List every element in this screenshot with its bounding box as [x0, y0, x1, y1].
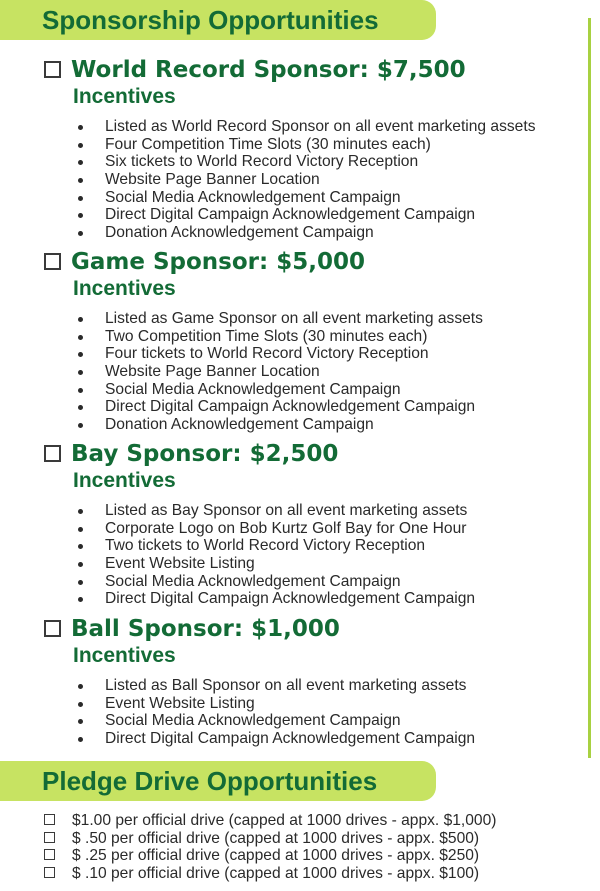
list-item: Listed as World Record Sponsor on all event marketing assets	[78, 118, 536, 136]
bullet-icon	[78, 213, 83, 218]
incentives-label: Incentives	[73, 85, 176, 108]
list-item: Four tickets to World Record Victory Reception	[78, 345, 483, 363]
list-item: Direct Digital Campaign Acknowledgement Campaign	[78, 730, 475, 748]
checkbox-icon[interactable]	[44, 253, 61, 270]
bullet-icon	[78, 702, 83, 707]
checkbox-icon[interactable]	[44, 814, 55, 825]
incentives-label: Incentives	[73, 277, 176, 300]
incentive-list	[78, 502, 475, 608]
bullet-icon	[78, 178, 83, 183]
list-item: Two tickets to World Record Victory Reception	[78, 537, 475, 555]
bullet-icon	[78, 597, 83, 602]
bullet-icon	[78, 423, 83, 428]
checkbox-icon[interactable]	[44, 620, 61, 637]
bullet-icon	[78, 196, 83, 201]
tier-heading[interactable]	[44, 247, 365, 277]
list-item: Social Media Acknowledgement Campaign	[78, 189, 536, 207]
incentive-list	[78, 118, 536, 242]
sponsorship-banner	[0, 0, 436, 40]
sponsorship-title: Sponsorship Opportunities	[42, 5, 379, 35]
right-accent-line	[588, 18, 591, 758]
pledge-item[interactable]: $ .25 per official drive (capped at 1000 drives - appx. $250)	[44, 847, 496, 865]
tier-title: Game Sponsor: $5,000	[71, 249, 365, 275]
bullet-icon	[78, 160, 83, 165]
pledge-item[interactable]: $ .50 per official drive (capped at 1000 drives - appx. $500)	[44, 830, 496, 848]
list-item: Listed as Bay Sponsor on all event marketing assets	[78, 502, 475, 520]
checkbox-icon[interactable]	[44, 849, 55, 860]
list-item: Corporate Logo on Bob Kurtz Golf Bay for One Hour	[78, 520, 475, 538]
list-item: Donation Acknowledgement Campaign	[78, 224, 536, 242]
pledge-list	[44, 812, 496, 883]
list-item: Direct Digital Campaign Acknowledgement Campaign	[78, 590, 475, 608]
tier-heading[interactable]	[44, 439, 338, 469]
tier-title: Ball Sponsor: $1,000	[71, 616, 340, 642]
list-item: Event Website Listing	[78, 555, 475, 573]
pledge-title: Pledge Drive Opportunities	[42, 766, 378, 796]
list-item: Donation Acknowledgement Campaign	[78, 416, 483, 434]
checkbox-icon[interactable]	[44, 832, 55, 843]
bullet-icon	[78, 335, 83, 340]
bullet-icon	[78, 544, 83, 549]
list-item: Direct Digital Campaign Acknowledgement Campaign	[78, 398, 483, 416]
list-item: Social Media Acknowledgement Campaign	[78, 381, 483, 399]
bullet-icon	[78, 317, 83, 322]
pledge-item[interactable]: $1.00 per official drive (capped at 1000 drives - appx. $1,000)	[44, 812, 496, 830]
tier-title: World Record Sponsor: $7,500	[71, 57, 466, 83]
list-item: Listed as Ball Sponsor on all event marketing assets	[78, 677, 475, 695]
incentives-label: Incentives	[73, 469, 176, 492]
list-item: Website Page Banner Location	[78, 363, 483, 381]
incentives-label: Incentives	[73, 644, 176, 667]
tier-title: Bay Sponsor: $2,500	[71, 441, 339, 467]
incentive-list	[78, 677, 475, 748]
bullet-icon	[78, 125, 83, 130]
bullet-icon	[78, 370, 83, 375]
list-item: Listed as Game Sponsor on all event marketing assets	[78, 310, 483, 328]
list-item: Website Page Banner Location	[78, 171, 536, 189]
pledge-item[interactable]: $ .10 per official drive (capped at 1000 drives - appx. $100)	[44, 865, 496, 883]
list-item: Direct Digital Campaign Acknowledgement Campaign	[78, 206, 536, 224]
bullet-icon	[78, 352, 83, 357]
list-item: Social Media Acknowledgement Campaign	[78, 712, 475, 730]
tier-heading[interactable]	[44, 55, 466, 85]
list-item: Two Competition Time Slots (30 minutes each)	[78, 328, 483, 346]
checkbox-icon[interactable]	[44, 445, 61, 462]
bullet-icon	[78, 527, 83, 532]
tier-heading[interactable]	[44, 614, 340, 644]
list-item: Six tickets to World Record Victory Reception	[78, 153, 536, 171]
bullet-icon	[78, 737, 83, 742]
incentive-list	[78, 310, 483, 434]
bullet-icon	[78, 562, 83, 567]
checkbox-icon[interactable]	[44, 61, 61, 78]
bullet-icon	[78, 509, 83, 514]
bullet-icon	[78, 143, 83, 148]
pledge-banner	[0, 761, 436, 801]
bullet-icon	[78, 388, 83, 393]
bullet-icon	[78, 580, 83, 585]
list-item: Four Competition Time Slots (30 minutes each)	[78, 136, 536, 154]
bullet-icon	[78, 231, 83, 236]
bullet-icon	[78, 684, 83, 689]
list-item: Social Media Acknowledgement Campaign	[78, 573, 475, 591]
bullet-icon	[78, 405, 83, 410]
checkbox-icon[interactable]	[44, 867, 55, 878]
list-item: Event Website Listing	[78, 695, 475, 713]
bullet-icon	[78, 719, 83, 724]
